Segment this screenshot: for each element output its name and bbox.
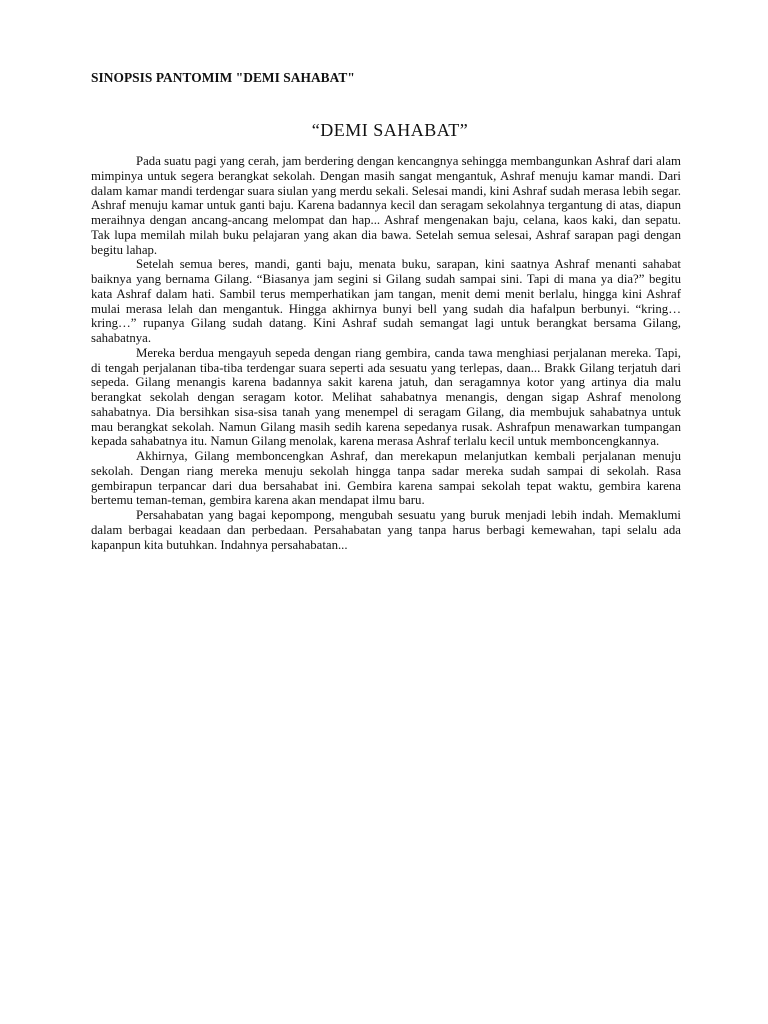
paragraph: Persahabatan yang bagai kepompong, mengubah sesuatu yang buruk menjadi lebih indah. Memaklumi dalam berbagai keadaan dan perbedaan. Persahabatan yang tanpa harus berbagi kemewahan, tapi selalu ada kapanpun kita butuhkan. Indahnya persahabatan... [91, 508, 681, 552]
story-body [91, 154, 681, 552]
document-heading: SINOPSIS PANTOMIM "DEMI SAHABAT" [91, 70, 355, 85]
paragraph: Akhirnya, Gilang memboncengkan Ashraf, dan merekapun melanjutkan kembali perjalanan menuju sekolah. Dengan riang mereka menuju sekolah hingga tanpa sadar mereka sudah sampai di sekolah. Rasa gembirapun terpancar dari dua bersahabat ini. Gembira karena sampai sekolah tepat waktu, gembira karena bertemu teman-teman, gembira karena akan mendapat ilmu baru. [91, 449, 681, 508]
paragraph: Setelah semua beres, mandi, ganti baju, menata buku, sarapan, kini saatnya Ashraf menanti sahabat baiknya yang bernama Gilang. “Biasanya jam segini si Gilang sudah sampai sini. Tapi di mana ya dia?” begitu kata Ashraf dalam hati. Sambil terus memperhatikan jam tangan, menit demi menit berlalu, hingga kini Ashraf mulai merasa lelah dan mengantuk. Hingga akhirnya bunyi bell yang sudah dia hafalpun berbunyi. “kring…kring…” rupanya Gilang sudah datang. Kini Ashraf sudah semangat lagi untuk berangkat bersama Gilang, sahabatnya. [91, 257, 681, 345]
paragraph: Pada suatu pagi yang cerah, jam berdering dengan kencangnya sehingga membangunkan Ashraf dari alam mimpinya untuk segera berangkat sekolah. Dengan masih sangat mengantuk, Ashraf menuju kamar mandi. Dari dalam kamar mandi terdengar suara siulan yang merdu sekali. Selesai mandi, kini Ashraf sudah merasa lebih segar. Ashraf menuju kamar untuk ganti baju. Karena badannya kecil dan seragam sekolahnya tergantung di atas, diapun meraihnya dengan ancang-ancang melompat dan hap... Ashraf mengenakan baju, celana, kaos kaki, dan sepatu. Tak lupa memilah milah buku pelajaran yang akan dia bawa. Setelah semua selesai, Ashraf sarapan pagi dengan begitu lahap. [91, 154, 681, 257]
paragraph: Mereka berdua mengayuh sepeda dengan riang gembira, canda tawa menghiasi perjalanan mereka. Tapi, di tengah perjalanan tiba-tiba terdengar suara seperti ada sesuatu yang terlepas, daan... Brakk Gilang terjatuh dari sepeda. Gilang menangis karena badannya sakit karena jatuh, dan seragamnya kotor yang artinya dia malu berangkat sekolah dengan seragam kotor. Melihat sahabatnya menangis, dengan sigap Ashraf menolong sahabatnya. Dia bersihkan sisa-sisa tanah yang menempel di seragam Gilang, dia membujuk sahabatnya untuk mau berangkat sekolah. Namun Gilang masih sedih karena sepedanya rusak. Ashrafpun menawarkan tumpangan kepada sahabatnya itu. Namun Gilang menolak, karena merasa Ashraf terlalu kecil untuk memboncengkannya. [91, 345, 681, 449]
story-title: “DEMI SAHABAT” [311, 120, 469, 140]
